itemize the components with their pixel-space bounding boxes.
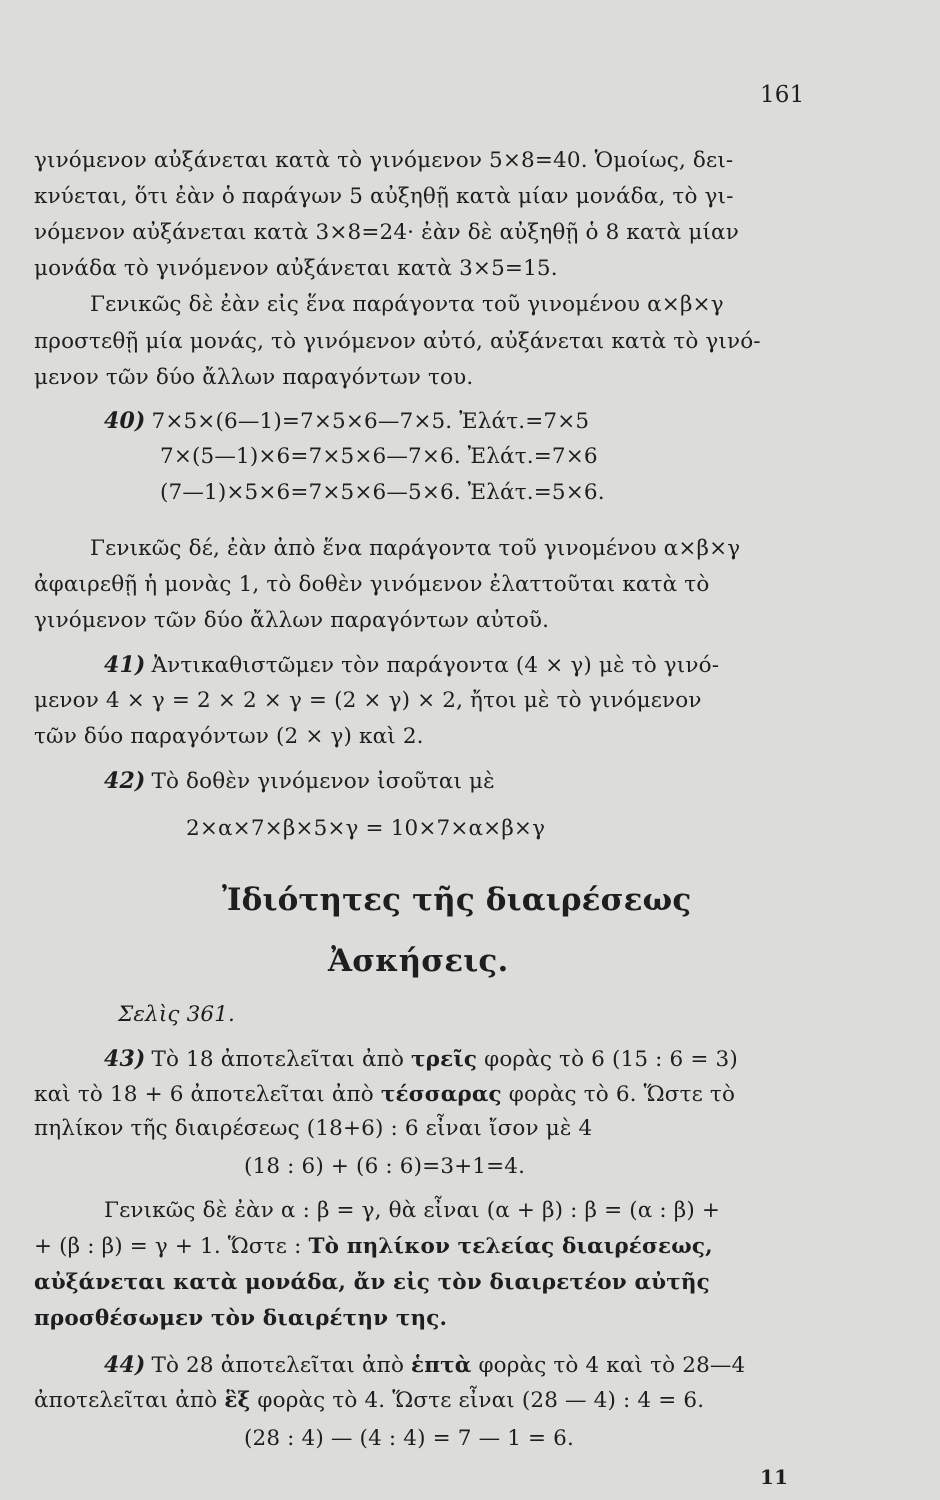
equation: 7×5×(6—1)=7×5×6—7×5. Ἐλάτ.=7×5: [151, 409, 590, 434]
bold-word: ἓξ: [224, 1388, 251, 1413]
equation: (18 : 6) + (6 : 6)=3+1=4.: [244, 1154, 526, 1179]
text-line: πηλίκον τῆς διαιρέσεως (18+6) : 6 εἶναι ἴσον μὲ 4: [34, 1116, 593, 1141]
text-run: φορὰς τὸ 4 καὶ τὸ 28—4: [478, 1353, 746, 1378]
exercise-number: 40): [104, 408, 146, 434]
bold-rule-line: αὐξάνεται κατὰ μονάδα, ἄν εἰς τὸν διαιρετέον αὐτῆς: [34, 1270, 710, 1295]
page-reference: Σελὶς 361.: [118, 1002, 236, 1027]
subsection-heading: Ἀσκήσεις.: [328, 943, 509, 979]
text-run: ἀποτελεῖται ἀπὸ: [34, 1388, 218, 1413]
exercise-number: 44): [104, 1352, 146, 1378]
text-line: γινόμενον τῶν δύο ἄλλων παραγόντων αὐτοῦ.: [34, 608, 550, 633]
exercise-43: [104, 1044, 738, 1075]
exercise-44: [104, 1350, 745, 1381]
text-line: ἀφαιρεθῇ ἡ μονὰς 1, τὸ δοθὲν γινόμενον ἐλαττοῦται κατὰ τὸ: [34, 572, 710, 597]
equation: (28 : 4) — (4 : 4) = 7 — 1 = 6.: [244, 1426, 574, 1451]
text-line: κνύεται, ὅτι ἐὰν ὁ παράγων 5 αὐξηθῇ κατὰ μίαν μονάδα, τὸ γι-: [34, 184, 734, 209]
text-line: τῶν δύο παραγόντων (2 × γ) καὶ 2.: [34, 724, 424, 749]
exercise-40: [104, 406, 589, 437]
exercise-number: 41): [104, 652, 146, 678]
bold-rule: Τὸ πηλίκον τελείας διαιρέσεως,: [308, 1234, 713, 1259]
bold-word: ἑπτὰ: [411, 1353, 472, 1378]
equation: (7—1)×5×6=7×5×6—5×6. Ἐλάτ.=5×6.: [160, 480, 605, 505]
bold-rule-line: προσθέσωμεν τὸν διαιρέτην της.: [34, 1306, 448, 1331]
text-run: καὶ τὸ 18 + 6 ἀποτελεῖται ἀπὸ: [34, 1082, 374, 1107]
bold-word: τέσσαρας: [380, 1082, 502, 1107]
text-line: Γενικῶς δέ, ἐὰν ἀπὸ ἕνα παράγοντα τοῦ γινομένου α×β×γ: [90, 536, 741, 561]
text-line: μενον τῶν δύο ἄλλων παραγόντων του.: [34, 365, 474, 390]
text-run: Τὸ 28 ἀποτελεῖται ἀπὸ: [151, 1353, 405, 1378]
text-run: Τὸ 18 ἀποτελεῖται ἀπὸ: [151, 1047, 405, 1072]
exercise-number: 43): [104, 1046, 146, 1072]
text-line: μενον 4 × γ = 2 × 2 × γ = (2 × γ) × 2, ἤτοι μὲ τὸ γινόμενον: [34, 688, 702, 713]
text-line: Ἀντικαθιστῶμεν τὸν παράγοντα (4 × γ) μὲ τὸ γινό-: [151, 653, 720, 678]
text-line: Τὸ δοθὲν γινόμενον ἰσοῦται μὲ: [151, 769, 495, 794]
bold-word: τρεῖς: [411, 1047, 478, 1072]
text-line: [34, 1386, 704, 1416]
text-run: + (β : β) = γ + 1. Ὥστε :: [34, 1234, 302, 1259]
text-line: γινόμενον αὐξάνεται κατὰ τὸ γινόμενον 5×8=40. Ὁμοίως, δει-: [34, 148, 734, 173]
text-line: [34, 1232, 713, 1262]
section-heading: Ἰδιότητες τῆς διαιρέσεως: [222, 882, 692, 918]
text-line: μονάδα τὸ γινόμενον αὐξάνεται κατὰ 3×5=15.: [34, 256, 558, 281]
equation: 7×(5—1)×6=7×5×6—7×6. Ἐλάτ.=7×6: [160, 444, 598, 469]
page-number: 161: [760, 82, 805, 108]
text-line: Γενικῶς δὲ ἐὰν εἰς ἕνα παράγοντα τοῦ γινομένου α×β×γ: [90, 292, 724, 317]
text-run: φορὰς τὸ 4. Ὥστε εἶναι (28 — 4) : 4 = 6.: [257, 1388, 705, 1413]
exercise-number: 42): [104, 768, 146, 794]
exercise-42: [104, 766, 495, 797]
text-line: [34, 1080, 735, 1110]
text-run: φορὰς τὸ 6 (15 : 6 = 3): [484, 1047, 738, 1072]
text-line: Γενικῶς δὲ ἐὰν α : β = γ, θὰ εἶναι (α + β) : β = (α : β) +: [104, 1198, 721, 1223]
text-line: προστεθῇ μία μονάς, τὸ γινόμενον αὐτό, αὐξάνεται κατὰ τὸ γινό-: [34, 329, 761, 354]
text-line: νόμενον αὐξάνεται κατὰ 3×8=24· ἐὰν δὲ αὐξηθῇ ὁ 8 κατὰ μίαν: [34, 220, 739, 245]
text-run: φορὰς τὸ 6. Ὥστε τὸ: [508, 1082, 736, 1107]
equation: 2×α×7×β×5×γ = 10×7×α×β×γ: [186, 816, 546, 841]
signature-mark: 11: [760, 1465, 789, 1489]
exercise-41: [104, 650, 719, 681]
